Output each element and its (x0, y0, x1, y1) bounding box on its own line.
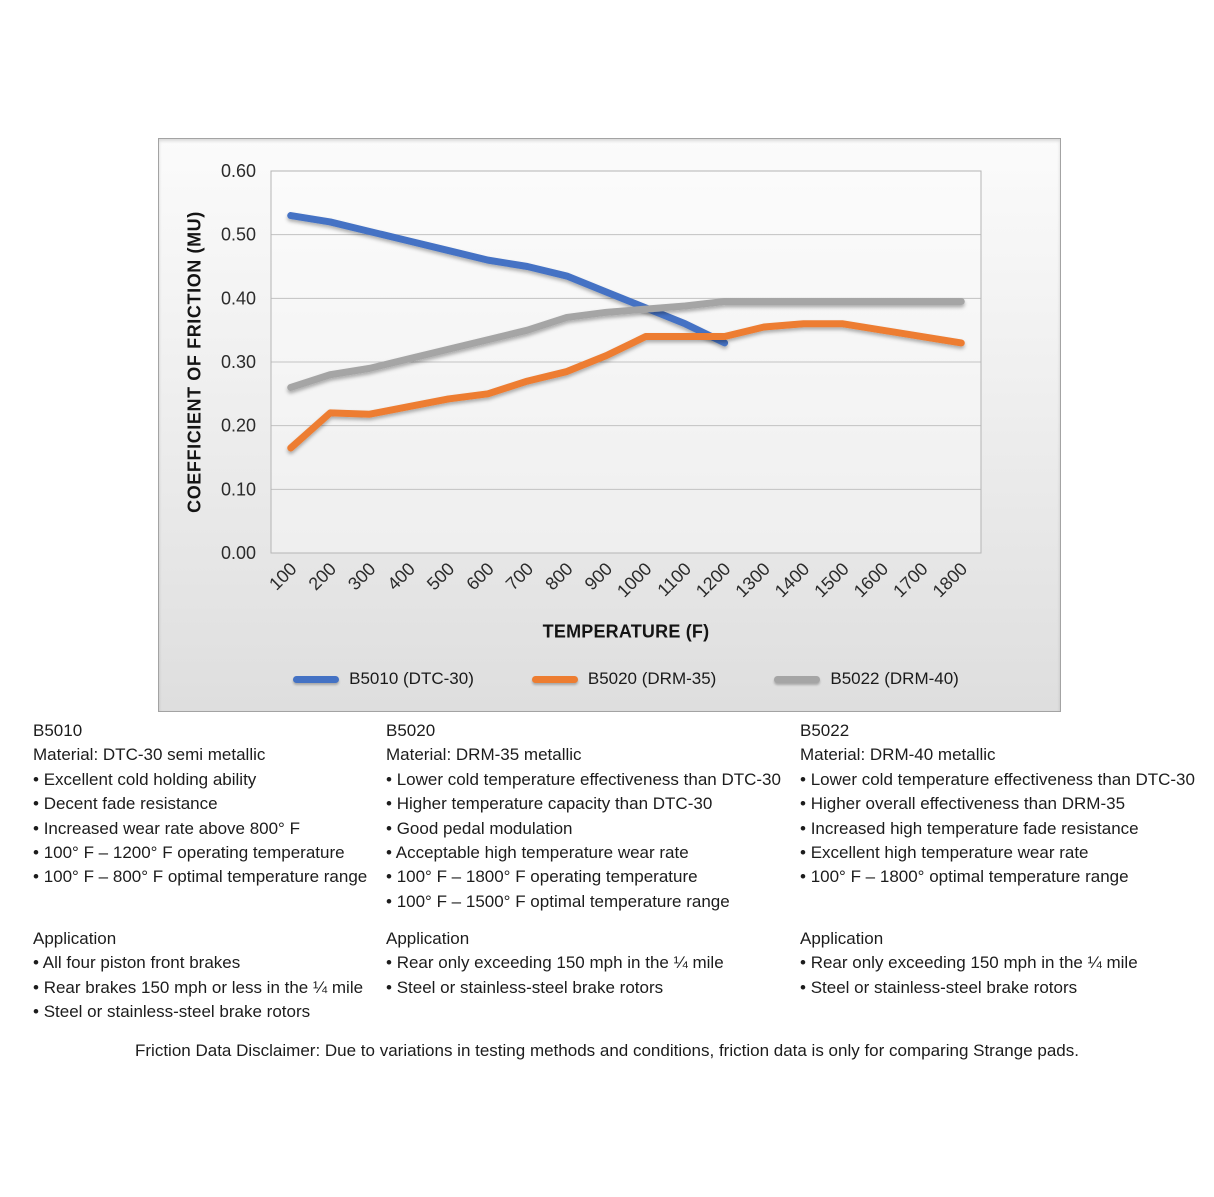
bullet-item: • Lower cold temperature effectiveness than DTC-30 (800, 768, 1195, 792)
bullet-item: • All four piston front brakes (33, 951, 363, 975)
legend-swatch-b5020-icon (532, 676, 578, 683)
pad-spec-list (33, 768, 367, 890)
x-tick-label: 600 (462, 558, 498, 595)
application-list (386, 951, 724, 1000)
pad-application-b5020 (386, 927, 724, 1000)
legend-item-b5010 (293, 669, 474, 689)
y-tick-label: 0.40 (220, 288, 256, 309)
y-tick-label: 0.60 (220, 161, 256, 181)
legend-label-b5020: B5020 (DRM-35) (587, 669, 717, 688)
x-tick-label: 1100 (653, 558, 695, 601)
pad-material: Material: DRM-35 metallic (386, 745, 582, 765)
x-tick-label: 1600 (849, 558, 893, 602)
pad-model: B5020 (386, 721, 436, 740)
y-tick-label: 0.20 (220, 415, 256, 436)
bullet-item: • Increased high temperature fade resistance (800, 817, 1195, 841)
bullet-item: • Steel or stainless-steel brake rotors (33, 1000, 363, 1024)
y-tick-label: 0.50 (220, 224, 256, 245)
bullet-item: • Steel or stainless-steel brake rotors (800, 976, 1138, 1000)
bullet-item: • Steel or stainless-steel brake rotors (386, 976, 724, 1000)
x-tick-label: 200 (304, 558, 340, 595)
bullet-item: • Good pedal modulation (386, 817, 781, 841)
legend-item-b5022 (774, 669, 959, 689)
pad-material: Material: DRM-40 metallic (800, 745, 996, 765)
friction-data-disclaimer: Friction Data Disclaimer: Due to variations in testing methods and conditions, friction data is only for comparing Strange pads. (135, 1041, 1079, 1060)
pad-application-b5022 (800, 927, 1138, 1000)
x-tick-label: 1400 (770, 558, 814, 602)
x-axis-title: TEMPERATURE (F) (542, 621, 710, 642)
y-tick-label: 0.30 (220, 352, 256, 372)
bullet-item: • Rear brakes 150 mph or less in the ¼ mile (33, 976, 363, 1000)
bullet-item: • Rear only exceeding 150 mph in the ¼ mile (800, 951, 1138, 975)
bullet-item: • Rear only exceeding 150 mph in the ¼ mile (386, 951, 724, 975)
x-tick-label: 1800 (928, 558, 972, 602)
pad-spec-list (386, 768, 781, 914)
x-tick-label: 1700 (889, 558, 932, 602)
pad-model: B5022 (800, 721, 850, 740)
bullet-item: • Excellent cold holding ability (33, 768, 367, 792)
bullet-item: • 100° F – 1800° optimal temperature range (800, 865, 1195, 889)
pad-spec-b5022 (800, 719, 1195, 890)
x-tick-label: 700 (501, 558, 538, 595)
bullet-item: • 100° F – 1200° F operating temperature (33, 841, 367, 865)
application-title: Application (33, 929, 117, 948)
pad-spec-b5020 (386, 719, 781, 914)
y-tick-label: 0.00 (220, 543, 256, 563)
bullet-item: • Increased wear rate above 800° F (33, 817, 367, 841)
bullet-item: • 100° F – 1800° F operating temperature (386, 865, 781, 889)
legend-label-b5022: B5022 (DRM-40) (830, 669, 959, 688)
x-tick-label: 1200 (691, 558, 735, 602)
bullet-item: • Excellent high temperature wear rate (800, 841, 1195, 865)
x-tick-labels (265, 559, 971, 601)
bullet-item: • Higher overall effectiveness than DRM-35 (800, 792, 1195, 816)
x-tick-label: 400 (383, 558, 419, 595)
pad-material: Material: DTC-30 semi metallic (33, 745, 266, 765)
pad-application-b5010 (33, 927, 363, 1025)
x-tick-label: 500 (422, 558, 459, 595)
application-list (33, 951, 363, 1024)
application-list (800, 951, 1138, 1000)
pad-model: B5010 (33, 721, 83, 740)
bullet-item: • Lower cold temperature effectiveness than DTC-30 (386, 768, 781, 792)
y-axis-title: COEFFICIENT OF FRICTION (MU) (184, 211, 205, 513)
legend-swatch-b5010-icon (293, 676, 339, 683)
application-title: Application (386, 929, 470, 948)
friction-chart-card (158, 138, 1061, 712)
x-tick-label: 1000 (613, 558, 656, 602)
bullet-item: • 100° F – 800° F optimal temperature range (33, 865, 367, 889)
x-tick-label: 1500 (810, 558, 853, 602)
x-tick-label: 800 (541, 558, 577, 595)
bullet-item: • Acceptable high temperature wear rate (386, 841, 781, 865)
x-tick-label: 100 (265, 558, 301, 595)
legend-label-b5010: B5010 (DTC-30) (349, 669, 474, 688)
x-tick-label: 900 (580, 558, 617, 595)
y-tick-label: 0.10 (220, 479, 256, 500)
x-tick-label: 1300 (731, 558, 774, 602)
pad-spec-b5010 (33, 719, 367, 890)
x-tick-label: 300 (344, 558, 380, 595)
application-title: Application (800, 929, 884, 948)
bullet-item: • 100° F – 1500° F optimal temperature range (386, 890, 781, 914)
bullet-item: • Higher temperature capacity than DTC-30 (386, 792, 781, 816)
bullet-item: • Decent fade resistance (33, 792, 367, 816)
pad-spec-list (800, 768, 1195, 890)
legend-swatch-b5022-icon (774, 676, 820, 683)
chart-legend (271, 666, 981, 692)
legend-item-b5020 (532, 669, 717, 689)
y-tick-labels (221, 161, 256, 563)
